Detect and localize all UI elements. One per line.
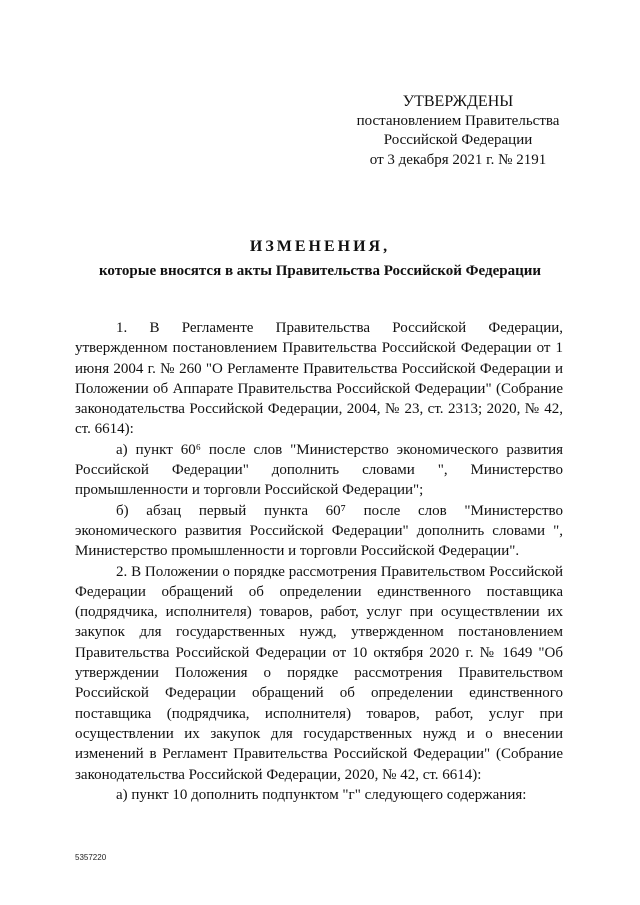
document-number: 5357220 xyxy=(75,853,107,862)
approval-line-3: от 3 декабря 2021 г. № 2191 xyxy=(369,151,547,168)
approval-block xyxy=(330,92,586,170)
paragraph-2a: а) пункт 10 дополнить подпунктом "г" следующего содержания: xyxy=(116,786,527,803)
paragraph-2: 2. В Положении о порядке рассмотрения Правительством Российской Федерации обращений об определении единственного поставщика (подрядчика, исполнителя) товаров, работ, услуг при осуществлении их закупок для государственных нужд, утвержденном постановлением Правительства Российской Федерации от 10 октября 2020 г. № 1649 "Об утверждении Положения о порядке рассмотрения Правительством Российской Федерации обращений об определении единственного поставщика (подрядчика, исполнителя) товаров, работ, услуг при осуществлении их закупок для государственных нужд и о внесении изменений в Регламент Правительства Российской Федерации" (Собрание законодательства Российской Федерации, 2020, № 42, ст. 6614): xyxy=(75,563,563,783)
document-title: ИЗМЕНЕНИЯ, xyxy=(249,238,391,255)
paragraph-1b: б) абзац первый пункта 60⁷ после слов "Министерство экономического развития Российской Федерации" дополнить словами ", Министерство промышленности и торговли Российской Федерации". xyxy=(75,502,563,560)
approval-heading: УТВЕРЖДЕНЫ xyxy=(402,93,514,110)
approval-line-1: постановлением Правительства xyxy=(356,112,560,129)
document-body xyxy=(75,318,563,805)
approval-line-2: Российской Федерации xyxy=(383,132,533,148)
paragraph-1: 1. В Регламенте Правительства Российской Федерации, утвержденном постановлением Правительства Российской Федерации от 1 июня 2004 г. № 260 "О Регламенте Правительства Российской Федерации и Положении об Аппарате Правительства Российской Федерации" (Собрание законодательства Российской Федерации, 2004, № 23, ст. 2313; 2020, № 42, ст. 6614): xyxy=(75,320,563,438)
paragraph-1a: а) пункт 60⁶ после слов "Министерство экономического развития Российской Федерации" дополнить словами ", Министерство промышленности и торговли Российской Федерации"; xyxy=(75,441,563,499)
document-subtitle: которые вносятся в акты Правительства Российской Федерации xyxy=(98,263,542,279)
